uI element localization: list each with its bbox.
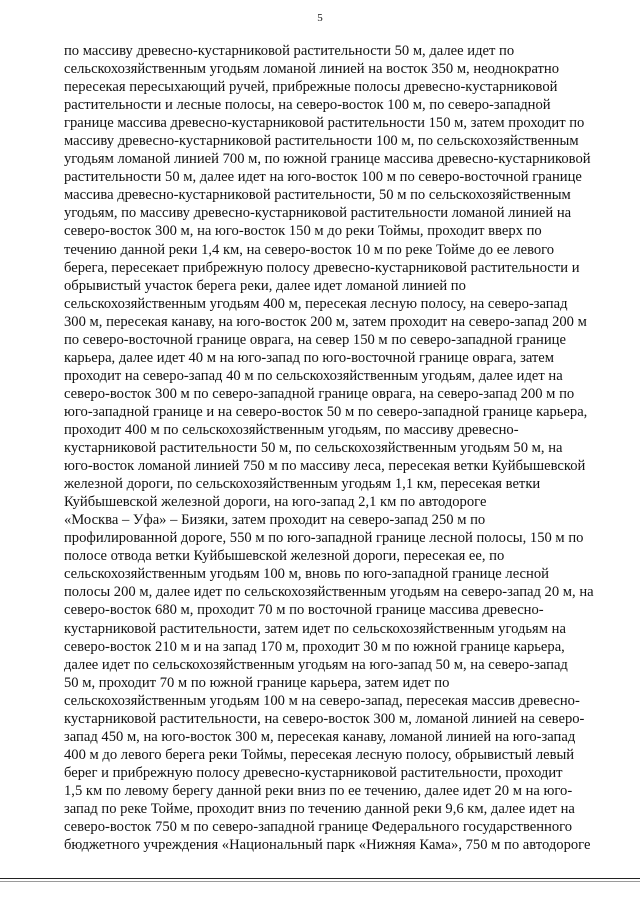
text-line: сельскохозяйственным угодьям 400 м, пересекая лесную полосу, на северо-запад bbox=[64, 295, 568, 312]
text-line: северо-восток 300 м, на юго-восток 150 м до реки Тоймы, проходит вверх по bbox=[64, 223, 542, 240]
text-line: полосе отвода ветки Куйбышевской железной дороги, пересекая ее, по bbox=[64, 548, 505, 565]
text-line: по массиву древесно-кустарниковой растительности 50 м, далее идет по bbox=[64, 43, 515, 59]
text-line: проходит 400 м по сельскохозяйственным угодьям, по массиву древесно- bbox=[64, 421, 519, 438]
text-line: проходит на северо-запад 40 м по сельскохозяйственным угодьям, далее идет на bbox=[64, 367, 563, 384]
text-line: кустарниковой растительности, на северо-восток 300 м, ломаной линией на северо- bbox=[64, 710, 585, 727]
text-line: запад 450 м, на юго-восток 300 м, пересекая канаву, ломаной линией на юго-запад bbox=[64, 728, 576, 745]
text-line: 400 м до левого берега реки Тоймы, пересекая лесную полосу, обрывистый левый bbox=[64, 746, 575, 763]
text-line: по северо-восточной границе оврага, на север 150 м по северо-западной границе bbox=[64, 331, 566, 348]
text-line: карьера, далее идет 40 м на юго-запад по юго-восточной границе оврага, затем bbox=[64, 349, 555, 366]
text-line: 300 м, пересекая канаву, на юго-восток 200 м, затем проходит на северо-запад 200 м bbox=[64, 313, 587, 330]
text-line: берег и прибрежную полосу древесно-кустарниковой растительности, проходит bbox=[64, 764, 563, 781]
text-line: растительности и лесные полосы, на северо-восток 100 м, по северо-западной bbox=[64, 97, 551, 114]
text-line: северо-восток 300 м по северо-западной границе оврага, на северо-запад 200 м по bbox=[64, 385, 575, 402]
text-line: угодьям, по массиву древесно-кустарниковой растительности ломаной линией на bbox=[64, 205, 572, 222]
text-line: берега, пересекает прибрежную полосу древесно-кустарниковой растительности и bbox=[64, 259, 580, 276]
scan-bottom-edge-shadow bbox=[0, 881, 640, 882]
text-line: массиву древесно-кустарниковой растительности 100 м, по сельскохозяйственным bbox=[64, 133, 579, 150]
text-line: 1,5 км по левому берегу данной реки вниз по ее течению, далее идет 20 м на юго- bbox=[64, 782, 573, 799]
text-line: полосы 200 м, далее идет по сельскохозяйственным угодьям на северо-запад 20 м, на bbox=[64, 584, 594, 601]
text-line: 50 м, проходит 70 м по южной границе карьера, затем идет по bbox=[64, 674, 450, 691]
text-line: юго-восток ломаной линией 750 м по массиву леса, пересекая ветки Куйбышевской bbox=[64, 458, 586, 475]
text-line: запад по реке Тойме, проходит вниз по течению данной реки 9,6 км, далее идет на bbox=[64, 800, 575, 817]
text-line: сельскохозяйственным угодьям 100 м, вновь по юго-западной границе лесной bbox=[64, 566, 549, 583]
text-line: бюджетного учреждения «Национальный парк «Нижняя Кама», 750 м по автодороге bbox=[64, 837, 591, 854]
text-line: юго-западной границе и на северо-восток 50 м по северо-западной границе карьера, bbox=[64, 403, 588, 420]
text-line: обрывистый участок берега реки, далее идет ломаной линией по bbox=[64, 277, 466, 294]
scan-bottom-edge-line bbox=[0, 878, 640, 879]
text-line: профилированной дороге, 550 м по юго-западной границе лесной полосы, 150 м по bbox=[64, 530, 584, 547]
text-line: пересекая пересыхающий ручей, прибрежные полосы древесно-кустарниковой bbox=[64, 79, 558, 96]
text-line: сельскохозяйственным угодьям 100 м на северо-запад, пересекая массив древесно- bbox=[64, 692, 580, 709]
document-body-text bbox=[64, 42, 611, 854]
text-line: кустарниковой растительности, затем идет по сельскохозяйственным угодьям на bbox=[64, 620, 566, 637]
text-line: железной дороги, по сельскохозяйственным угодьям 1,1 км, пересекая ветки bbox=[64, 476, 541, 493]
text-line: северо-восток 680 м, проходит 70 м по восточной границе массива древесно- bbox=[64, 602, 544, 619]
text-line: северо-восток 750 м по северо-западной границе Федерального государственного bbox=[64, 819, 573, 836]
text-line: растительности 50 м, далее идет на юго-восток 100 м по северо-восточной границе bbox=[64, 169, 582, 186]
page-number: 5 bbox=[317, 12, 323, 24]
text-line: угодьям ломаной линией 700 м, по южной границе массива древесно-кустарниковой bbox=[64, 151, 591, 168]
text-line: течению данной реки 1,4 км, на северо-восток 10 м по реке Тойме до ее левого bbox=[64, 241, 555, 258]
text-line: Куйбышевской железной дороги, на юго-запад 2,1 км по автодороге bbox=[64, 494, 487, 511]
text-line: сельскохозяйственным угодьям ломаной линией на восток 350 м, неоднократно bbox=[64, 61, 560, 78]
text-line: «Москва – Уфа» – Бизяки, затем проходит на северо-запад 250 м по bbox=[64, 512, 486, 529]
text-line: северо-восток 210 м и на запад 170 м, проходит 30 м по южной границе карьера, bbox=[64, 638, 565, 655]
text-line: границе массива древесно-кустарниковой растительности 150 м, затем проходит по bbox=[64, 115, 585, 132]
text-line: кустарниковой растительности 50 м, по сельскохозяйственным угодьям 50 м, на bbox=[64, 440, 563, 457]
text-line: массива древесно-кустарниковой растительности, 50 м по сельскохозяйственным bbox=[64, 187, 571, 204]
text-line: далее идет по сельскохозяйственным угодьям на юго-запад 50 м, на северо-запад bbox=[64, 656, 568, 673]
